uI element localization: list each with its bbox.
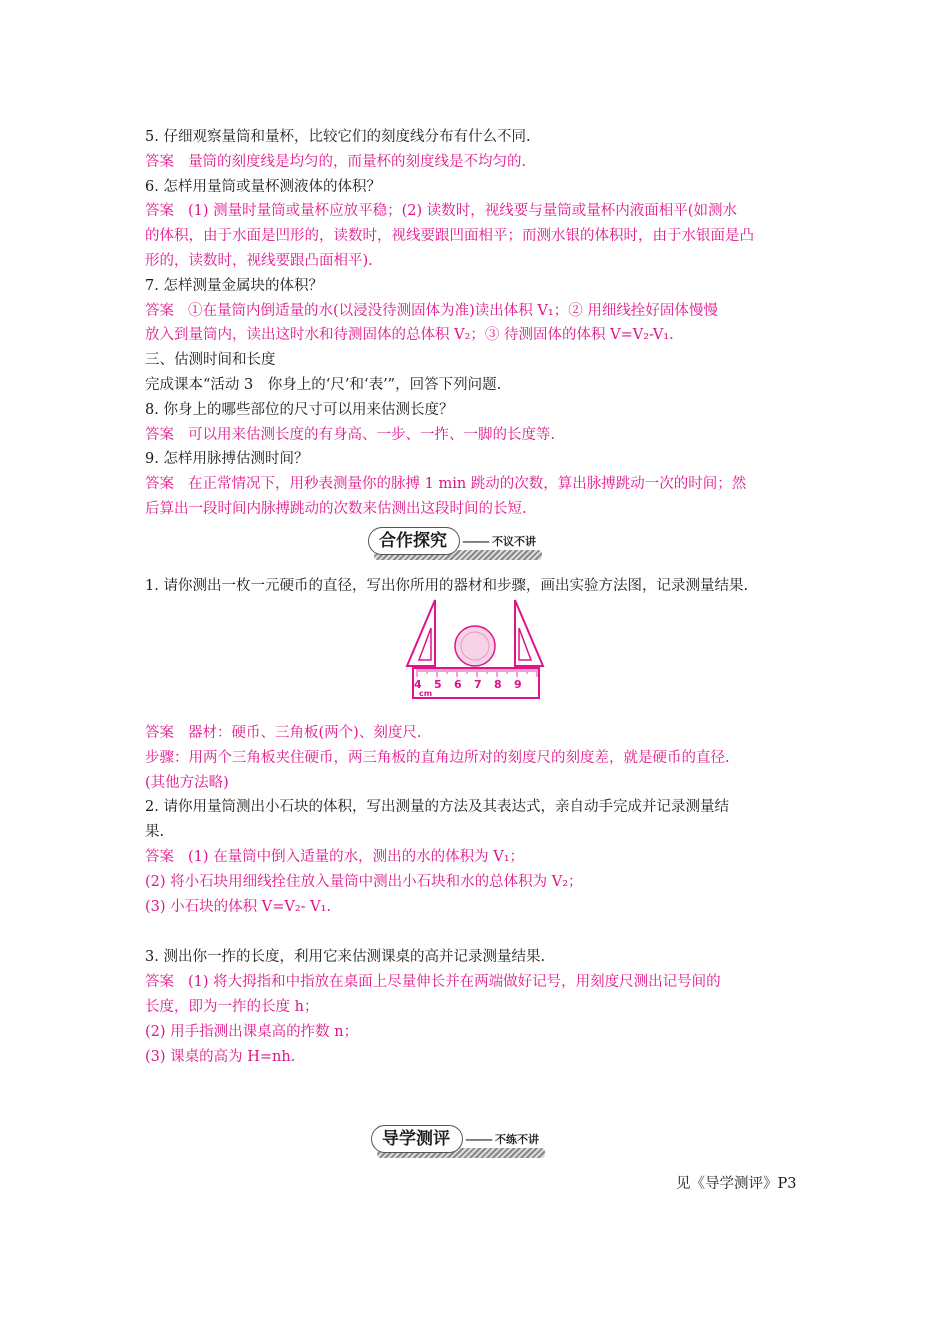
answer-line (145, 723, 421, 743)
banner-dash: —— (462, 532, 488, 550)
question-line (145, 127, 531, 147)
ruler-tick-label: 9 (514, 678, 522, 691)
line-text: 步骤：用两个三角板夹住硬币，两三角板的直角边所对的刻度尺的刻度差，就是硬币的直径. (145, 749, 730, 766)
line-text: 在正常情况下，用秒表测量你的脉搏 1 min 跳动的次数，算出脉搏跳动一次的时间；然 (188, 476, 747, 493)
line-text: (1) 将大拇指和中指放在桌面上尽量伸长并在两端做好记号，用刻度尺测出记号间的 (188, 974, 721, 991)
question-line (145, 449, 308, 469)
answer-label: 答案 (145, 725, 174, 741)
answer-label: 答案 (145, 426, 174, 443)
banner-subtitle: 不议不讲 (492, 535, 536, 548)
line-text: 完成课本“活动 3 你身上的‘尺’和‘表’”，回答下列问题. (145, 377, 502, 393)
section-banner-cooperative-inquiry (368, 527, 536, 555)
ruler-unit: cm (419, 689, 433, 698)
line-text: 5. 仔细观察量筒和量杯，比较它们的刻度线分布有什么不同. (145, 129, 531, 145)
answer-line (145, 872, 583, 892)
question-line (145, 350, 276, 370)
line-text: 的体积，由于水面是凹形的，读数时，视线要跟凹面相平；而测水银的体积时，由于水银面是凸 (145, 228, 754, 245)
reference-note: 见《导学测评》P3 (676, 1176, 797, 1192)
line-text: 后算出一段时间内脉搏跳动的次数来估测出这段时间的长短. (145, 501, 527, 517)
answer-label: 答案 (145, 974, 174, 991)
answer-line (145, 499, 527, 519)
banner-title: 导学测评 (371, 1125, 463, 1153)
answer-label: 答案 (145, 153, 174, 170)
answer-line (145, 773, 229, 793)
ruler-tick-label: 5 (434, 678, 442, 691)
line-text: (2) 用手指测出课桌高的拃数 n； (145, 1023, 359, 1040)
ruler-tick-label: 8 (494, 678, 502, 691)
question-line (145, 276, 323, 296)
section-banner-guided-assessment (371, 1125, 539, 1153)
line-text: 三、估测时间和长度 (145, 352, 276, 369)
answer-line (145, 847, 524, 867)
ruler-tick-label: 7 (474, 678, 482, 691)
answer-line (145, 474, 746, 494)
answer-label: 答案 (145, 849, 174, 865)
line-text: 6. 怎样用量筒或量杯测液体的体积？ (145, 178, 381, 195)
line-text: (1) 在量筒中倒入适量的水，测出的水的体积为 V₁； (188, 849, 525, 865)
answer-line (145, 325, 674, 345)
question-line (145, 822, 164, 842)
line-text: 可以用来估测长度的有身高、一步、一拃、一脚的长度等. (188, 426, 556, 443)
question-line (145, 177, 381, 197)
line-text: 2. 请你用量筒测出小石块的体积，写出测量的方法及其表达式，亲自动手完成并记录测量结 (145, 799, 729, 816)
line-text: 量筒的刻度线是均匀的，而量杯的刻度线是不均匀的. (188, 153, 527, 170)
ruler-ticks (417, 668, 537, 677)
banner-dash: —— (465, 1130, 491, 1148)
line-text: 放入到量筒内，读出这时水和待测固体的总体积 V₂；③ 待测固体的体积 V=V₂-V₁. (145, 327, 674, 344)
coin-ruler-diagram (405, 598, 545, 700)
line-text: ①在量筒内倒适量的水(以浸没待测固体为准)读出体积 V₁；② 用细线拴好固体慢慢 (188, 302, 718, 319)
answer-line (145, 226, 754, 246)
question-line (145, 400, 453, 420)
question-line (145, 947, 545, 967)
question-line (145, 797, 729, 817)
line-text: 3. 测出你一拃的长度，利用它来估测课桌的高并记录测量结果. (145, 949, 546, 966)
ruler-tick-label: 4 (414, 678, 422, 691)
answer-line (145, 301, 718, 321)
line-text: 9. 怎样用脉搏估测时间？ (145, 451, 309, 468)
line-text: (3) 小石块的体积 V=V₂- V₁. (145, 898, 332, 915)
line-text: 形的，读数时，视线要跟凸面相平). (145, 253, 373, 269)
answer-line (145, 897, 331, 917)
answer-line (145, 748, 730, 768)
line-text: (其他方法略) (145, 774, 229, 791)
answer-label: 答案 (145, 476, 174, 493)
answer-label: 答案 (145, 203, 174, 220)
answer-line (145, 1022, 358, 1042)
line-text: 7. 怎样测量金属块的体积？ (145, 277, 323, 294)
answer-line (145, 997, 318, 1017)
banner-title: 合作探究 (368, 527, 460, 555)
line-text: (3) 课桌的高为 H=nh. (145, 1048, 296, 1065)
line-text: 长度，即为一拃的长度 h； (145, 999, 319, 1015)
coin-measurement-figure (405, 598, 545, 700)
banner-subtitle: 不练不讲 (495, 1133, 539, 1146)
line-text: 器材：硬币、三角板(两个)、刻度尺. (188, 725, 422, 741)
question-line (145, 375, 501, 395)
line-text: 8. 你身上的哪些部位的尺寸可以用来估测长度？ (145, 401, 454, 418)
line-text: 1. 请你测出一枚一元硬币的直径，写出你所用的器材和步骤，画出实验方法图，记录测量结果. (145, 578, 749, 594)
line-text: (2) 将小石块用细线拴住放入量筒中测出小石块和水的总体积为 V₂； (145, 873, 583, 890)
ruler-tick-label: 6 (454, 678, 462, 691)
answer-line (145, 251, 373, 271)
line-text: (1) 测量时量筒或量杯应放平稳；(2) 读数时，视线要与量筒或量杯内液面相平(如测水 (188, 203, 737, 220)
answer-line (145, 1047, 295, 1067)
answer-line (145, 201, 737, 221)
answer-line (145, 972, 721, 992)
answer-label: 答案 (145, 302, 174, 319)
line-text: 果. (145, 824, 165, 841)
answer-line (145, 152, 526, 172)
question-line (145, 576, 748, 596)
answer-line (145, 425, 555, 445)
